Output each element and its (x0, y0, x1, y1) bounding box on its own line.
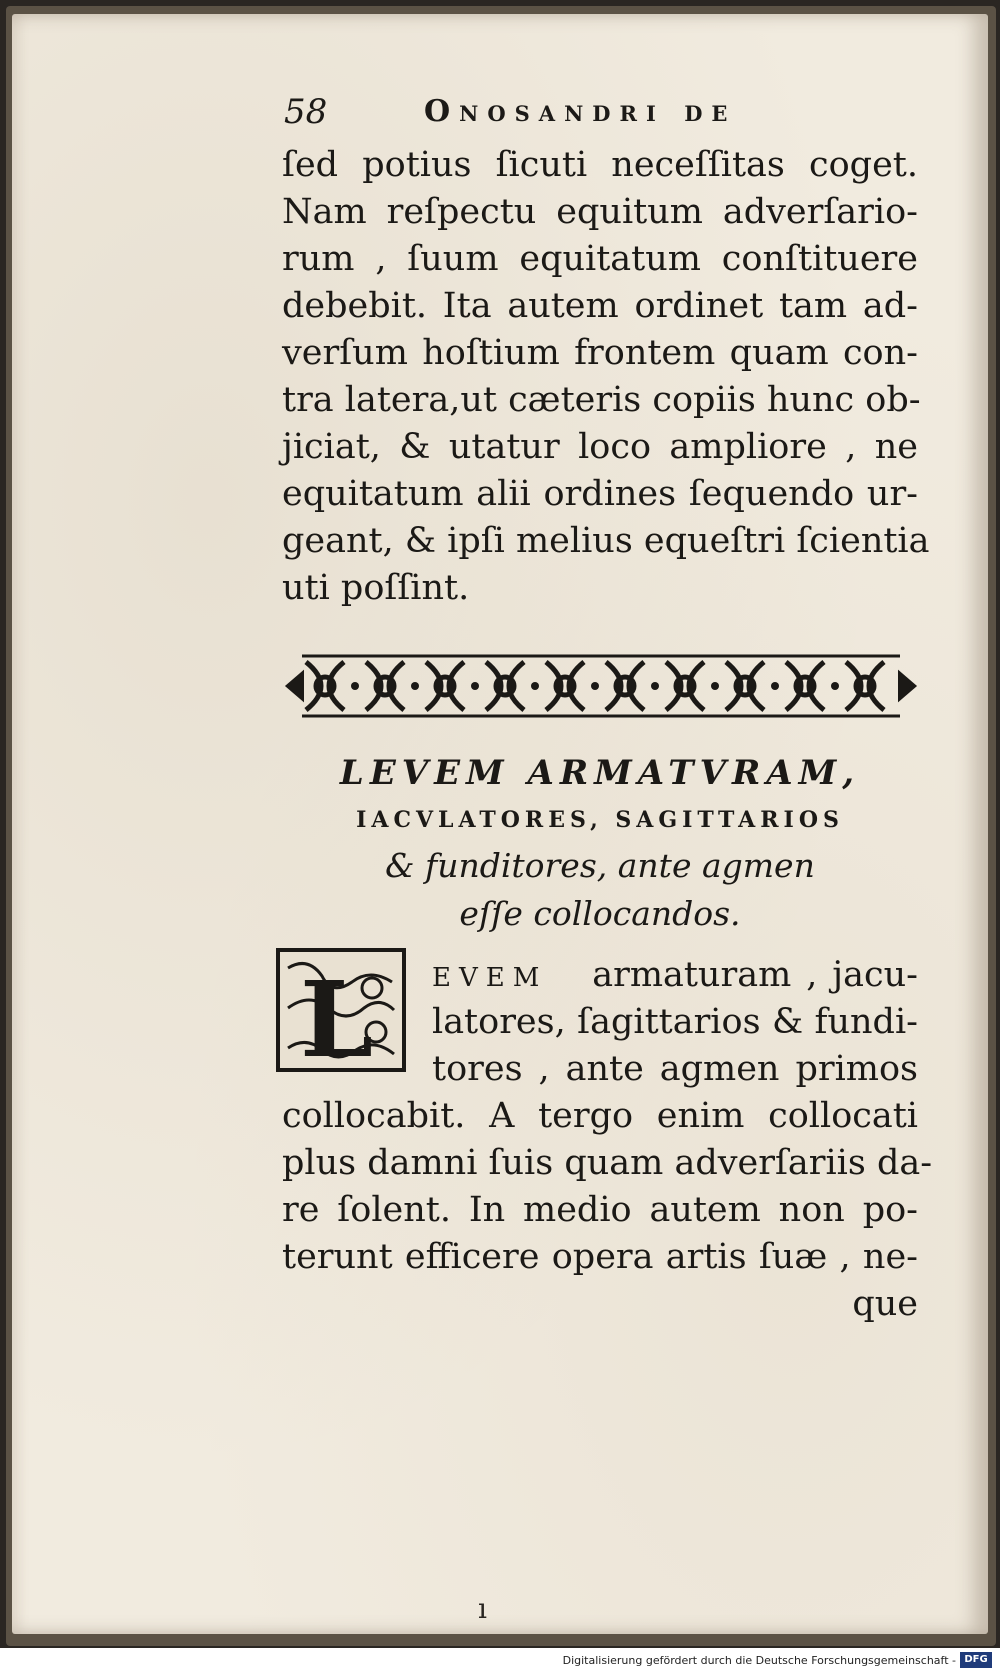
digitization-footer (0, 1648, 1000, 1676)
heading-line-2: IACVLATORES, SAGITTARIOS (356, 807, 844, 833)
folio-number: 58 (284, 92, 328, 132)
text-line: uti poſſint. (282, 568, 470, 608)
text-line: tores , ante agmen primos (432, 1049, 918, 1089)
text-line (282, 952, 918, 999)
text-line: latores, ſagittarios & fundi- (432, 1002, 918, 1042)
heading-line-4: eſſe collocandos. (459, 894, 741, 933)
text-line: tra latera,ut cæteris copiis hunc ob- (282, 380, 921, 420)
text-line: collocabit. A tergo enim collocati (282, 1096, 918, 1136)
signature-mark-icon: ı (478, 1592, 487, 1625)
text-block-bottom (282, 952, 933, 1328)
text-line: verſum hoſtium frontem quam con- (282, 333, 918, 373)
text-line: geant, & ipſi melius equeſtri ſcientia (282, 521, 930, 561)
dfg-logo[interactable]: DFG (960, 1652, 992, 1668)
text-line: jiciat, & utatur loco ampliore , ne (282, 427, 918, 467)
catchword: que (852, 1284, 918, 1324)
text-line: rum , ſuum equitatum conſtituere (282, 239, 918, 279)
text-line: plus damni ſuis quam adverſariis da- (282, 1143, 933, 1183)
text-line: terunt efficere opera artis ſuæ , ne- (282, 1237, 918, 1277)
text-block-top (282, 142, 930, 612)
text-line: Nam reſpectu equitum adverſario- (282, 192, 918, 232)
funding-credit: Digitalisierung gefördert durch die Deutsche Forschungsgemeinschaft - (562, 1654, 956, 1667)
heading-line-3: & funditores, ante agmen (385, 846, 815, 885)
running-head: Onosandri de (424, 94, 737, 129)
page-header (284, 92, 904, 136)
dropcap-letter: L (300, 958, 374, 1072)
initial-caps: EVEM (432, 963, 548, 993)
text-line: re ſolent. In medio autem non po- (282, 1190, 918, 1230)
section-heading (270, 748, 930, 938)
text-line: debebit. Ita autem ordinet tam ad- (282, 286, 918, 326)
text-line: equitatum alii ordines ſequendo ur- (282, 474, 918, 514)
text-line: ſed potius ſicuti neceſſitas coget. (282, 145, 918, 185)
text-line-content: armaturam , jacu- (592, 955, 918, 995)
ornamental-band-icon (284, 648, 918, 724)
heading-line-1: LEVEM ARMATVRAM, (339, 753, 861, 793)
